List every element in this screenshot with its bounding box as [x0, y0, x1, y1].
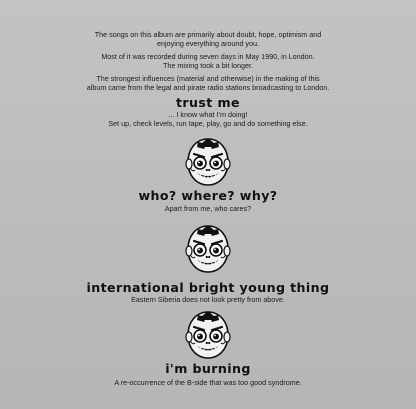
intro-p2-line1: Most of it was recorded during seven days in May 1990, in London.	[101, 52, 315, 61]
intro-text-3	[40, 74, 376, 93]
track-title-trust-me: trust me	[176, 95, 240, 110]
baby-face-logo-icon	[184, 135, 232, 187]
intro-p1-line2: enjoying everything around you.	[157, 39, 259, 49]
track-text-im-burning: A re-occurrence of the B-side that was too good syndrome.	[114, 378, 302, 387]
track-text-who-where-why: Apart from me, who cares?	[164, 204, 252, 213]
baby-face-logo-icon	[184, 308, 232, 360]
intro-p1-line1: The songs on this album are primarily about doubt, hope, optimism and	[94, 30, 322, 39]
track-title-who-where-why: who? where? why?	[138, 188, 278, 203]
track-title-international-bright-young-thing: international bright young thing	[86, 280, 330, 295]
track-text-trust-me-2: Set up, check levels, run tape, play, go and do something else.	[108, 119, 308, 128]
track-title-im-burning: i'm burning	[165, 361, 251, 376]
baby-face-logo-icon	[184, 222, 232, 274]
intro-p2-line2: The mixing took a bit longer.	[163, 61, 253, 71]
intro-text-2	[40, 52, 376, 71]
track-text-international: Eastern Siberia does not look pretty from above.	[131, 295, 285, 304]
intro-p3-line1: The strongest influences (material and otherwise) in the making of this	[96, 74, 320, 83]
track-text-trust-me-1: ... I know what I’m doing!	[168, 110, 248, 119]
intro-text	[40, 30, 376, 49]
intro-p3-line2: album came from the legal and pirate radio stations broadcasting to London.	[86, 83, 330, 93]
